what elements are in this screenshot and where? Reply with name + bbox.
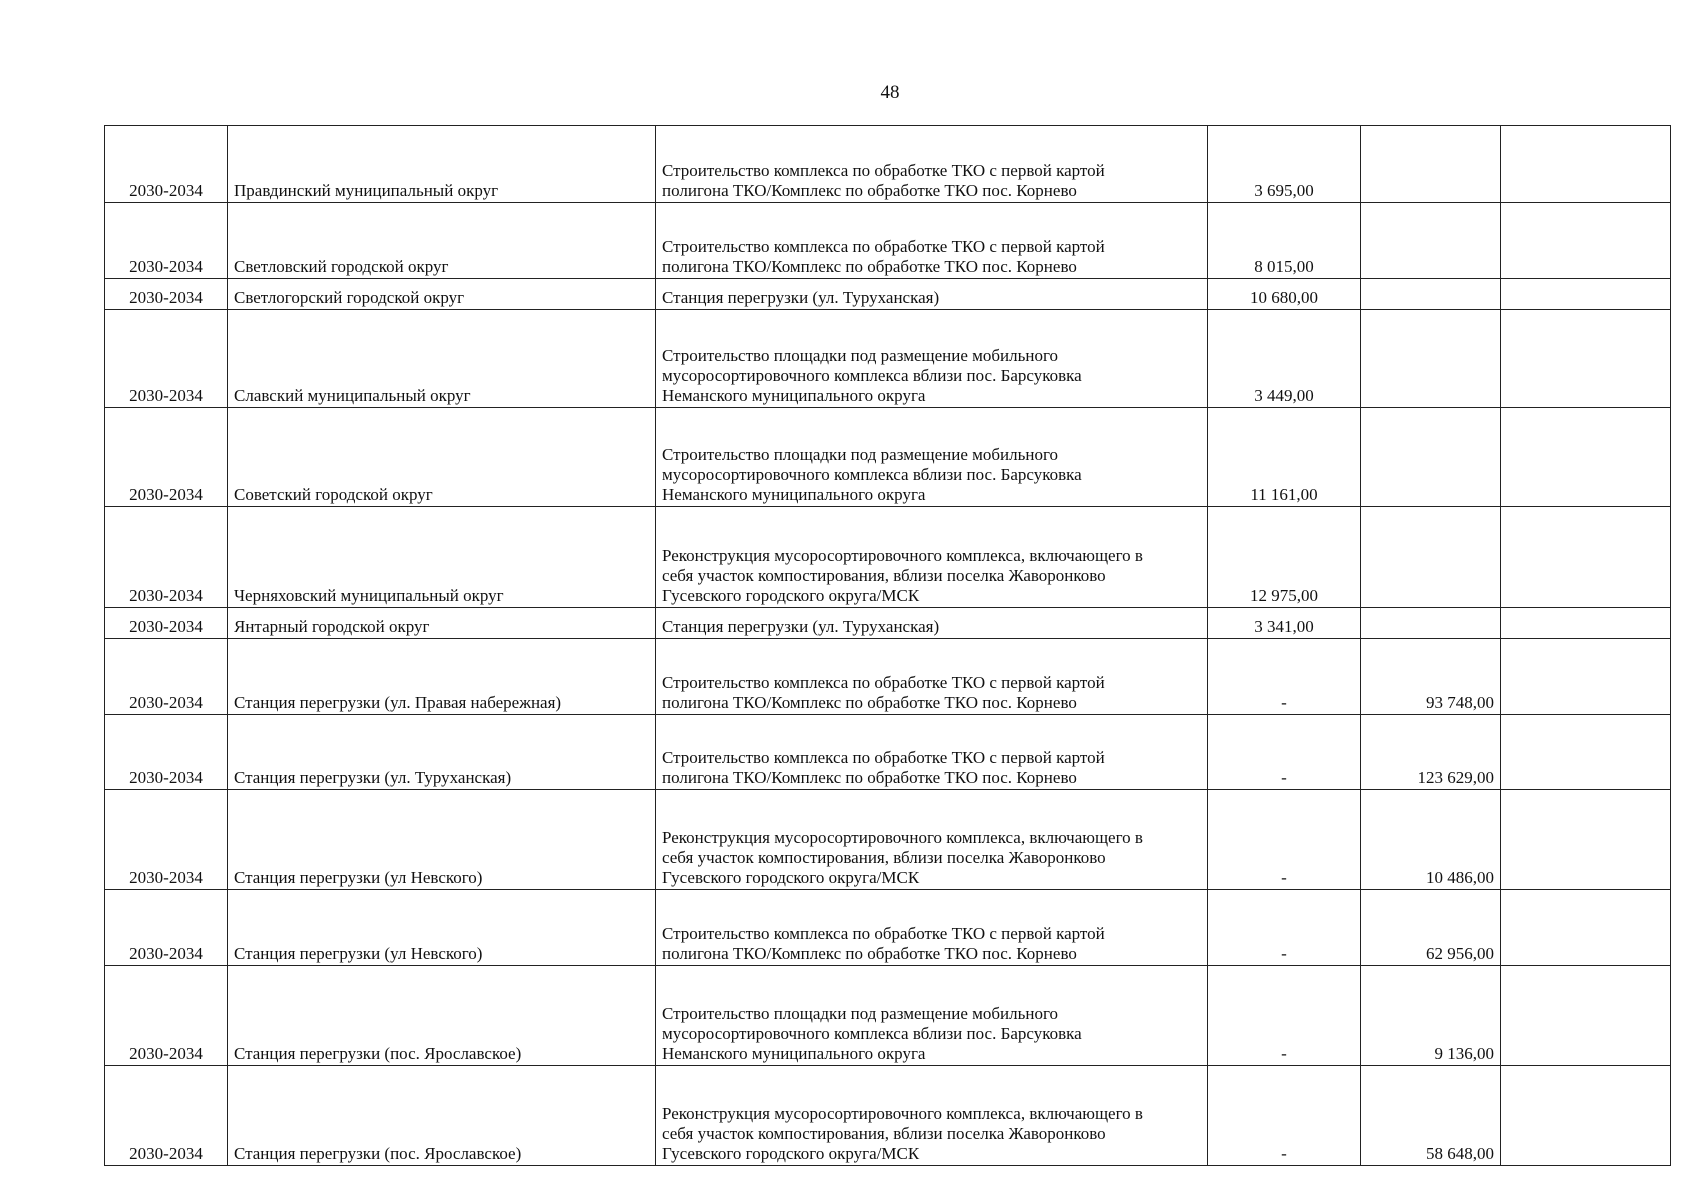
destination-cell: Строительство площадки под размещение мобильного мусоросортировочного комплекса вблизи пос. Барсуковка Неманского муниципального округа bbox=[656, 310, 1208, 408]
destination-cell: Строительство комплекса по обработке ТКО с первой картой полигона ТКО/Комплекс по обработке ТКО пос. Корнево bbox=[656, 126, 1208, 203]
table-row bbox=[105, 203, 1671, 279]
value3-cell bbox=[1501, 639, 1671, 715]
destination-cell: Станция перегрузки (ул. Туруханская) bbox=[656, 279, 1208, 310]
value1-cell: 12 975,00 bbox=[1208, 507, 1361, 608]
period-cell: 2030-2034 bbox=[105, 715, 228, 790]
value1-cell: - bbox=[1208, 790, 1361, 890]
value3-cell bbox=[1501, 890, 1671, 966]
value3-cell bbox=[1501, 279, 1671, 310]
period-cell: 2030-2034 bbox=[105, 1066, 228, 1166]
destination-cell: Строительство комплекса по обработке ТКО с первой картой полигона ТКО/Комплекс по обработке ТКО пос. Корнево bbox=[656, 203, 1208, 279]
value3-cell bbox=[1501, 203, 1671, 279]
period-cell: 2030-2034 bbox=[105, 126, 228, 203]
table-body bbox=[105, 126, 1671, 1166]
value2-cell bbox=[1361, 203, 1501, 279]
table-row bbox=[105, 966, 1671, 1066]
value3-cell bbox=[1501, 1066, 1671, 1166]
value2-cell bbox=[1361, 310, 1501, 408]
table-row bbox=[105, 279, 1671, 310]
table-row bbox=[105, 715, 1671, 790]
period-cell: 2030-2034 bbox=[105, 408, 228, 507]
destination-cell: Станция перегрузки (ул. Туруханская) bbox=[656, 608, 1208, 639]
value3-cell bbox=[1501, 966, 1671, 1066]
period-cell: 2030-2034 bbox=[105, 310, 228, 408]
source-cell: Советский городской округ bbox=[228, 408, 656, 507]
period-cell: 2030-2034 bbox=[105, 507, 228, 608]
value3-cell bbox=[1501, 715, 1671, 790]
value2-cell bbox=[1361, 279, 1501, 310]
table-row bbox=[105, 790, 1671, 890]
data-table bbox=[104, 125, 1671, 1166]
source-cell: Станция перегрузки (пос. Ярославское) bbox=[228, 966, 656, 1066]
period-cell: 2030-2034 bbox=[105, 608, 228, 639]
value2-cell: 9 136,00 bbox=[1361, 966, 1501, 1066]
table-row bbox=[105, 608, 1671, 639]
period-cell: 2030-2034 bbox=[105, 279, 228, 310]
value1-cell: - bbox=[1208, 890, 1361, 966]
source-cell: Станция перегрузки (ул. Правая набережная) bbox=[228, 639, 656, 715]
table-row bbox=[105, 126, 1671, 203]
period-cell: 2030-2034 bbox=[105, 890, 228, 966]
page-number: 48 bbox=[880, 82, 900, 103]
source-cell: Светловский городской округ bbox=[228, 203, 656, 279]
value1-cell: - bbox=[1208, 966, 1361, 1066]
period-cell: 2030-2034 bbox=[105, 203, 228, 279]
table-row bbox=[105, 310, 1671, 408]
destination-cell: Строительство площадки под размещение мобильного мусоросортировочного комплекса вблизи пос. Барсуковка Неманского муниципального округа bbox=[656, 408, 1208, 507]
value3-cell bbox=[1501, 608, 1671, 639]
value1-cell: - bbox=[1208, 639, 1361, 715]
value1-cell: 8 015,00 bbox=[1208, 203, 1361, 279]
value2-cell: 123 629,00 bbox=[1361, 715, 1501, 790]
value2-cell bbox=[1361, 408, 1501, 507]
table-row bbox=[105, 408, 1671, 507]
value2-cell: 10 486,00 bbox=[1361, 790, 1501, 890]
source-cell: Станция перегрузки (ул. Туруханская) bbox=[228, 715, 656, 790]
value2-cell: 62 956,00 bbox=[1361, 890, 1501, 966]
value1-cell: 10 680,00 bbox=[1208, 279, 1361, 310]
destination-cell: Строительство площадки под размещение мобильного мусоросортировочного комплекса вблизи пос. Барсуковка Неманского муниципального округа bbox=[656, 966, 1208, 1066]
source-cell: Станция перегрузки (ул Невского) bbox=[228, 790, 656, 890]
table-row bbox=[105, 1066, 1671, 1166]
period-cell: 2030-2034 bbox=[105, 790, 228, 890]
value2-cell bbox=[1361, 608, 1501, 639]
source-cell: Черняховский муниципальный округ bbox=[228, 507, 656, 608]
value1-cell: - bbox=[1208, 715, 1361, 790]
destination-cell: Реконструкция мусоросортировочного комплекса, включающего в себя участок компостирования, вблизи поселка Жаворонково Гусевского городского округа/МСК bbox=[656, 507, 1208, 608]
value2-cell bbox=[1361, 126, 1501, 203]
source-cell: Правдинский муниципальный округ bbox=[228, 126, 656, 203]
value2-cell: 58 648,00 bbox=[1361, 1066, 1501, 1166]
destination-cell: Строительство комплекса по обработке ТКО с первой картой полигона ТКО/Комплекс по обработке ТКО пос. Корнево bbox=[656, 715, 1208, 790]
value1-cell: 3 695,00 bbox=[1208, 126, 1361, 203]
table-row bbox=[105, 890, 1671, 966]
source-cell: Станция перегрузки (ул Невского) bbox=[228, 890, 656, 966]
period-cell: 2030-2034 bbox=[105, 966, 228, 1066]
source-cell: Светлогорский городской округ bbox=[228, 279, 656, 310]
source-cell: Славский муниципальный округ bbox=[228, 310, 656, 408]
period-cell: 2030-2034 bbox=[105, 639, 228, 715]
value1-cell: 3 341,00 bbox=[1208, 608, 1361, 639]
source-cell: Янтарный городской округ bbox=[228, 608, 656, 639]
value1-cell: 3 449,00 bbox=[1208, 310, 1361, 408]
value2-cell: 93 748,00 bbox=[1361, 639, 1501, 715]
value3-cell bbox=[1501, 507, 1671, 608]
destination-cell: Строительство комплекса по обработке ТКО с первой картой полигона ТКО/Комплекс по обработке ТКО пос. Корнево bbox=[656, 890, 1208, 966]
table-row bbox=[105, 507, 1671, 608]
value3-cell bbox=[1501, 310, 1671, 408]
value3-cell bbox=[1501, 126, 1671, 203]
table-row bbox=[105, 639, 1671, 715]
value1-cell: 11 161,00 bbox=[1208, 408, 1361, 507]
value1-cell: - bbox=[1208, 1066, 1361, 1166]
destination-cell: Реконструкция мусоросортировочного комплекса, включающего в себя участок компостирования, вблизи поселка Жаворонково Гусевского городского округа/МСК bbox=[656, 1066, 1208, 1166]
value2-cell bbox=[1361, 507, 1501, 608]
value3-cell bbox=[1501, 408, 1671, 507]
source-cell: Станция перегрузки (пос. Ярославское) bbox=[228, 1066, 656, 1166]
destination-cell: Реконструкция мусоросортировочного комплекса, включающего в себя участок компостирования, вблизи поселка Жаворонково Гусевского городского округа/МСК bbox=[656, 790, 1208, 890]
destination-cell: Строительство комплекса по обработке ТКО с первой картой полигона ТКО/Комплекс по обработке ТКО пос. Корнево bbox=[656, 639, 1208, 715]
value3-cell bbox=[1501, 790, 1671, 890]
